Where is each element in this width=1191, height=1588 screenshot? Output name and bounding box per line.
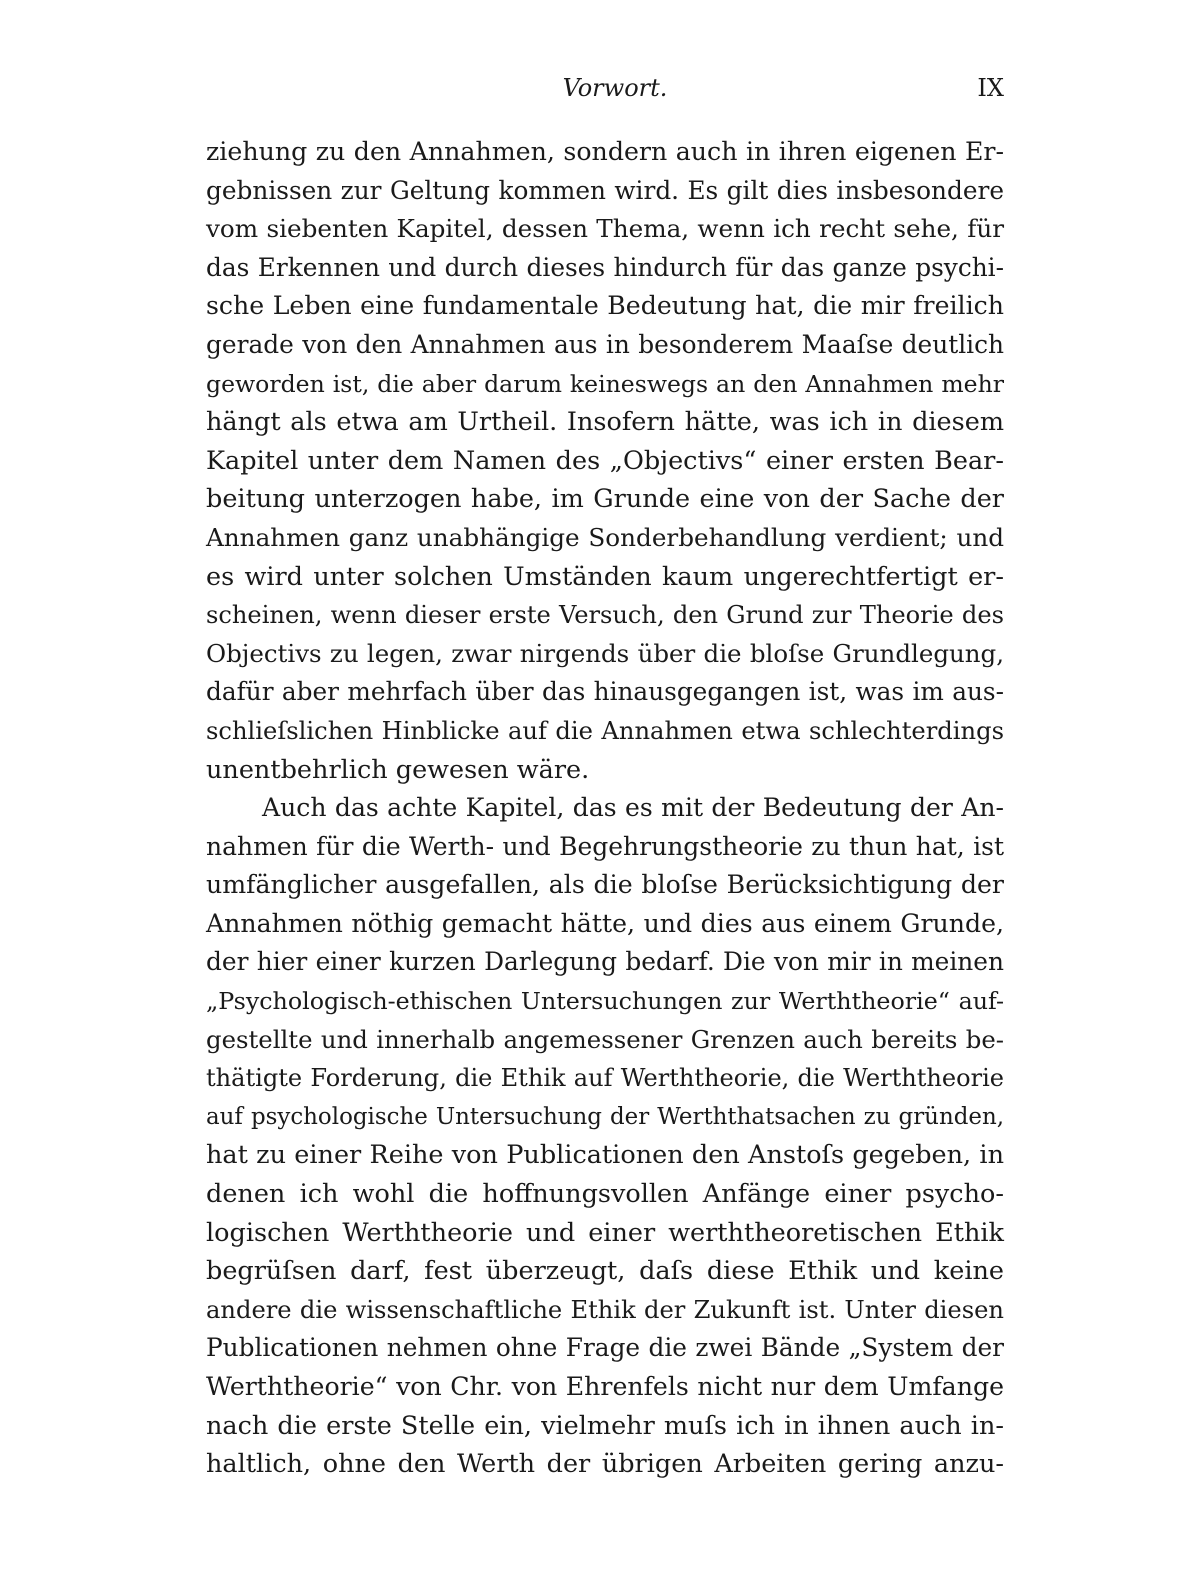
text-line: „Psychologisch-ethischen Untersuchungen zur Werththeorie“ auf-	[206, 987, 1004, 1016]
text-line: dafür aber mehrfach über das hinausgegangen ist, was im aus-	[206, 677, 1004, 707]
text-line: das Erkennen und durch dieses hindurch für das ganze psychi-	[206, 252, 1004, 282]
page-number: IX	[977, 74, 1004, 102]
text-line: gerade von den Annahmen aus in besonderem Maaſse deutlich	[206, 329, 1004, 359]
text-line: es wird unter solchen Umständen kaum ungerechtfertigt er-	[206, 561, 1004, 592]
paragraph-start-line: Auch das achte Kapitel, das es mit der Bedeutung der An-	[262, 793, 1004, 823]
text-line: sche Leben eine fundamentale Bedeutung hat, die mir freilich	[206, 291, 1004, 321]
text-line: umfänglicher ausgefallen, als die bloſse Berücksichtigung der	[206, 870, 1004, 900]
text-line: scheinen, wenn dieser erste Versuch, den Grund zur Theorie des	[206, 601, 1004, 630]
text-line: schlieſslichen Hinblicke auf die Annahmen etwa schlechterdings	[206, 716, 1004, 745]
text-line: vom siebenten Kapitel, dessen Thema, wenn ich recht sehe, für	[206, 214, 1004, 244]
text-line: auf psychologische Untersuchung der Werththatsachen zu gründen,	[206, 1103, 1004, 1130]
text-line: Werththeorie“ von Chr. von Ehrenfels nicht nur dem Umfange	[206, 1372, 1004, 1401]
text-line: Kapitel unter dem Namen des „Objectivs“ einer ersten Bear-	[206, 445, 1004, 476]
text-line: geworden ist, die aber darum keineswegs an den Annahmen mehr	[206, 369, 1004, 398]
text-line: nach die erste Stelle ein, vielmehr muſs ich in ihnen auch in-	[206, 1410, 1004, 1441]
text-line: gebnissen zur Geltung kommen wird. Es gilt dies insbesondere	[206, 175, 1004, 205]
text-line: Annahmen nöthig gemacht hätte, und dies aus einem Grunde,	[206, 908, 1004, 938]
text-line: hat zu einer Reihe von Publicationen den Anstoſs gegeben, in	[206, 1140, 1004, 1171]
text-line: haltlich, ohne den Werth der übrigen Arbeiten gering anzu-	[206, 1449, 1004, 1480]
text-line: denen ich wohl die hoffnungsvollen Anfänge einer psycho-	[206, 1179, 1004, 1210]
body-text	[206, 133, 1004, 1484]
text-line: Objectivs zu legen, zwar nirgends über die bloſse Grundlegung,	[206, 638, 1004, 668]
text-line: gestellte und innerhalb angemessener Grenzen auch bereits be-	[206, 1024, 1004, 1054]
text-line: andere die wissenschaftliche Ethik der Zukunft ist. Unter diesen	[206, 1295, 1004, 1324]
paragraph-end-line: unentbehrlich gewesen wäre.	[206, 754, 590, 785]
text-line: hängt als etwa am Urtheil. Insofern hätte, was ich in diesem	[206, 407, 1004, 438]
running-header	[206, 74, 1004, 104]
text-line: nahmen für die Werth- und Begehrungstheorie zu thun hat, ist	[206, 831, 1004, 861]
text-line: logischen Werththeorie und einer werththeoretischen Ethik	[206, 1217, 1004, 1248]
running-title: Vorwort.	[562, 74, 668, 102]
text-line: der hier einer kurzen Darlegung bedarf. Die von mir in meinen	[206, 947, 1004, 977]
text-line: ziehung zu den Annahmen, sondern auch in ihren eigenen Er-	[206, 137, 1004, 166]
text-line: Annahmen ganz unabhängige Sonderbehandlung verdient; und	[206, 522, 1004, 552]
text-line: thätigte Forderung, die Ethik auf Werththeorie, die Werththeorie	[206, 1064, 1004, 1093]
text-line: Publicationen nehmen ohne Frage die zwei Bände „System der	[206, 1333, 1004, 1363]
text-line: begrüſsen darf, fest überzeugt, daſs diese Ethik und keine	[206, 1256, 1004, 1287]
text-line: beitung unterzogen habe, im Grunde eine von der Sache der	[206, 484, 1004, 515]
